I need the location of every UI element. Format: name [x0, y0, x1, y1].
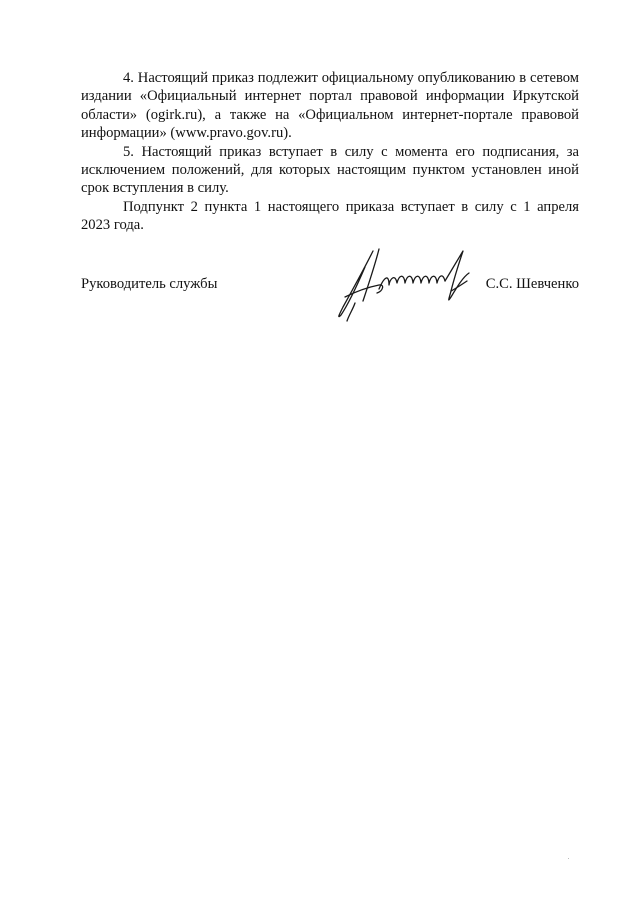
paragraph-publication: 4. Настоящий приказ подлежит официальному опубликованию в сетевом издании «Официальный интернет портал правовой информации Иркутской области» (ogirk.ru), а также на «Официальном интернет-портале правовой информации» (www.pravo.gov.ru). — [81, 70, 579, 142]
signatory-title: Руководитель службы — [81, 276, 218, 292]
document-body — [81, 69, 579, 235]
signatory-name: С.С. Шевченко — [485, 276, 579, 292]
paragraph-subpoint-date: Подпункт 2 пункта 1 настоящего приказа вступает в силу с 1 апреля 2023 года. — [81, 198, 579, 234]
signature-block — [81, 245, 579, 325]
scan-speck — [568, 858, 569, 859]
paragraph-entry-into-force: 5. Настоящий приказ вступает в силу с момента его подписания, за исключением положений, для которых настоящим пунктом установлен иной срок вступления в силу. — [81, 143, 579, 197]
handwritten-signature — [335, 245, 485, 323]
